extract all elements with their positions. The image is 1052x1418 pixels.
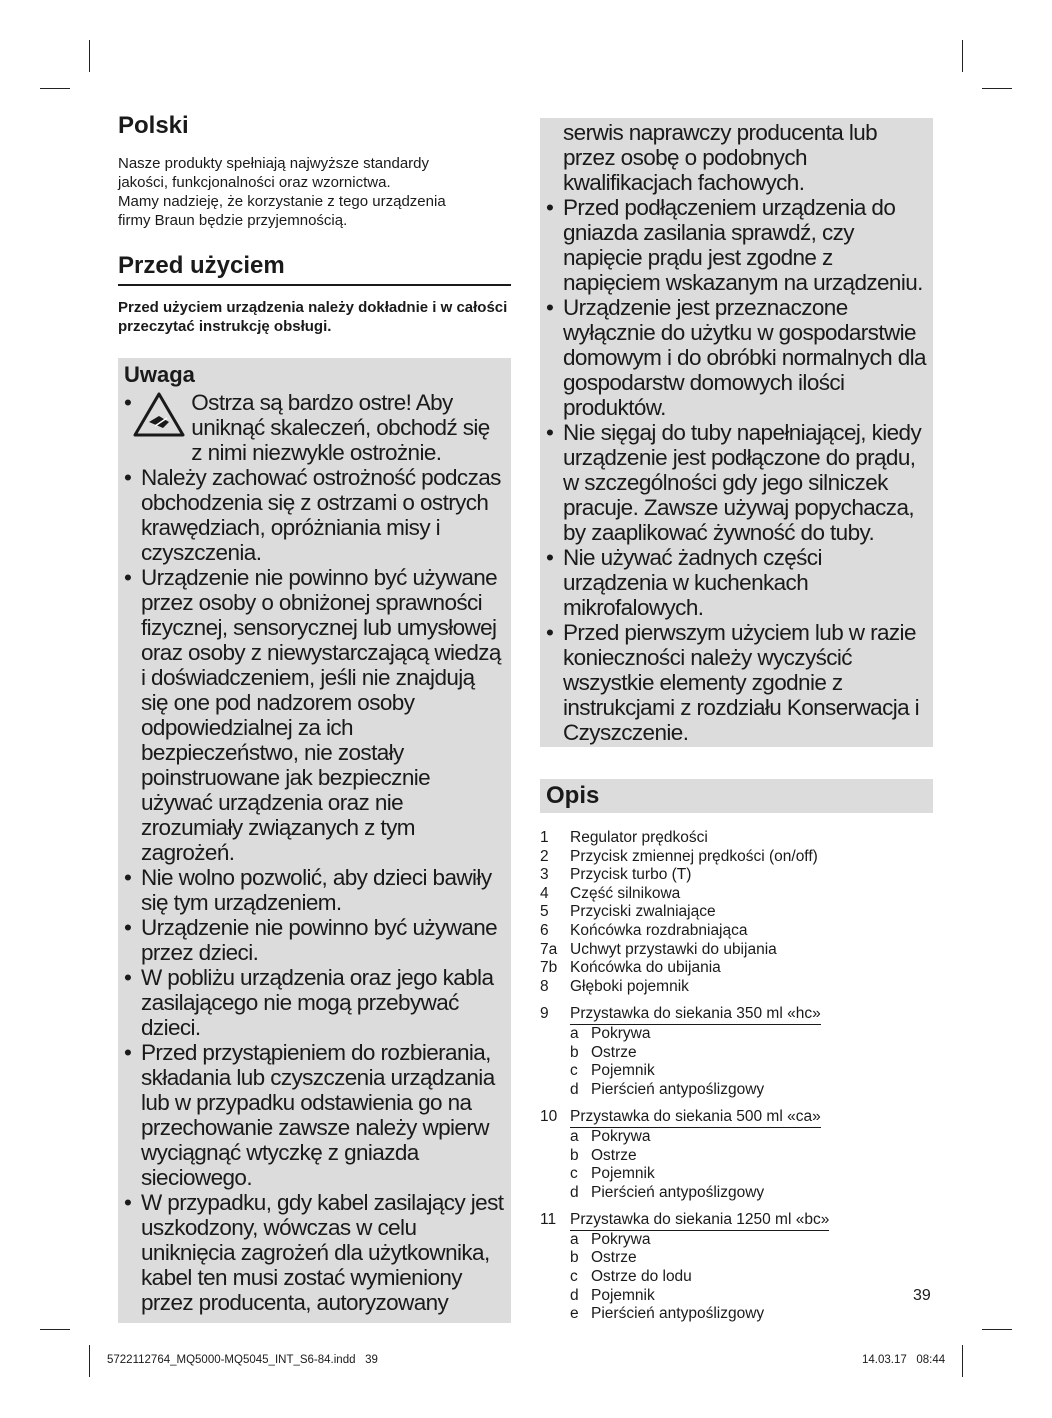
crop-mark — [982, 88, 1012, 89]
crop-mark — [89, 40, 90, 72]
warning-item: • Nie używać żadnych części urządzenia w kuchenkach mikrofalowych. — [546, 545, 822, 620]
warning-item: • Urządzenie jest przeznaczone wyłącznie do użytku w gospodarstwie domowym i do obróbki normalnych dla gospodarstw domowych ilości produktów. — [546, 295, 926, 420]
left-column — [118, 112, 511, 1323]
warning-item-text: Urządzenie nie powinno być używane przez osoby o obniżonej sprawności fizycznej, sensorycznej lub umysłowej oraz osoby z niewystarczającą wiedzą i doświadczeniem, jeśli nie znajdują się one pod nadzorem osoby odpowiedzialnej za ich bezpieczeństwo, nie zostały poinstruowane jak bezpiecznie używać urządzenia oraz nie zrozumiały związanych z tym zagrożeń. — [141, 565, 501, 865]
crop-mark — [962, 1345, 963, 1377]
warning-item: • Przed pierwszym użyciem lub w razie konieczności należy wyczyścić wszystkie elementy zgodnie z instrukcjami z rozdziału Konserwacja i Czyszczenie. — [546, 620, 920, 745]
warning-item: • Przed podłączeniem urządzenia do gniazda zasilania sprawdź, czy napięcie prądu jest zgodne z napięciem wskazanym na urządzeniu. — [546, 195, 923, 295]
section-heading: Przed użyciem — [118, 252, 511, 286]
intro-line: Mamy nadzieję, że korzystanie z tego urządzenia — [118, 193, 446, 210]
sub-part-letter: d — [570, 1080, 579, 1098]
warning-item-text: W przypadku, gdy kabel zasilający jest uszkodzony, wówczas w celu uniknięcia zagrożeń dla użytkownika, kabel ten musi zostać wymieniony przez producenta, autoryzowany — [141, 1190, 504, 1315]
part-label: Końcówka rozdrabniająca — [570, 921, 748, 939]
sub-part-letter: d — [570, 1286, 579, 1304]
warning-item-text: Nie używać żadnych części urządzenia w kuchenkach mikrofalowych. — [563, 545, 822, 620]
sub-part-row — [540, 1081, 933, 1100]
part-row — [540, 978, 933, 997]
sub-part-row — [540, 1062, 933, 1081]
warning-title: Uwaga — [124, 362, 195, 387]
part-group-label: Przystawka do siekania 1250 ml «bc» — [570, 1211, 829, 1231]
part-number: 1 — [540, 829, 549, 846]
intro-text — [118, 154, 511, 230]
warning-item-text: Urządzenie nie powinno być używane przez dzieci. — [141, 915, 498, 965]
part-group-row — [540, 1005, 933, 1025]
warning-item-text: Przed podłączeniem urządzenia do gniazda zasilania sprawdź, czy napięcie prądu jest zgodne z napięciem wskazanym na urządzeniu. — [563, 195, 923, 295]
intro-line: Nasze produkty spełniają najwyższe standardy — [118, 155, 429, 172]
sub-part-letter: c — [570, 1165, 578, 1183]
sub-part-label: Ostrze — [591, 1043, 637, 1061]
sub-part-label: Pierścień antypoślizgowy — [591, 1305, 765, 1323]
warning-item-text: Nie wolno pozwolić, aby dzieci bawiły się tym urządzeniem. — [141, 865, 492, 915]
part-row — [540, 885, 933, 904]
part-number: 6 — [540, 921, 549, 939]
sub-part-label: Ostrze — [591, 1249, 637, 1267]
page-number: 39 — [913, 1287, 931, 1304]
parts-list — [540, 829, 933, 1324]
opis-heading: Opis — [540, 779, 933, 813]
part-label: Uchwyt przystawki do ubijania — [570, 940, 777, 958]
warning-box-continued — [540, 118, 933, 747]
part-number: 10 — [540, 1108, 558, 1126]
sub-part-letter: c — [570, 1268, 578, 1286]
warning-item-text: Przed przystąpieniem do rozbierania, składania lub czyszczenia urządzania lub w przypadku odstawienia go na przechowanie zawsze należy wpierw wyciągnąć wtyczkę z gniazda sieciowego. — [141, 1040, 495, 1190]
part-row — [540, 848, 933, 867]
part-row — [540, 903, 933, 922]
part-row — [540, 959, 933, 978]
warning-item-text: Ostrza są bardzo ostre! Aby uniknąć skaleczeń, obchodź się z nimi niezwykle ostrożnie. — [191, 390, 490, 465]
warning-item: • Należy zachować ostrożność podczas obchodzenia się z ostrzami o ostrych krawędziach, opróżniania misy i czyszczenia. — [124, 465, 501, 565]
sub-part-label: Pojemnik — [591, 1062, 655, 1080]
part-group-label: Przystawka do siekania 500 ml «ca» — [570, 1108, 821, 1128]
part-number: 2 — [540, 847, 549, 865]
sub-part-label: Pokrywa — [591, 1024, 651, 1042]
part-label: Przycisk turbo (T) — [570, 866, 692, 884]
part-number: 3 — [540, 866, 549, 884]
blade-hazard-icon — [133, 392, 185, 438]
crop-mark — [89, 1345, 90, 1377]
sub-part-letter: a — [570, 1127, 579, 1145]
language-heading: Polski — [118, 112, 189, 139]
warning-item-text: Nie sięgaj do tuby napełniającej, kiedy urządzenie jest podłączone do prądu, w szczególności gdy jego silniczek pracuje. Zawsze używaj popychacza, by zaaplikować żywność do tuby. — [563, 420, 922, 545]
warning-item: • Urządzenie nie powinno być używane przez dzieci. — [124, 915, 498, 965]
warning-continued-text: serwis naprawczy producenta lub przez osobę o podobnych kwalifikacjach fachowych. — [563, 120, 878, 195]
warning-item-text: Urządzenie jest przeznaczone wyłącznie do użytku w gospodarstwie domowym i do obróbki normalnych dla gospodarstw domowych ilości produktów. — [563, 295, 926, 420]
sub-part-row — [540, 1025, 933, 1044]
intro-line: jakości, funkcjonalności oraz wzornictwa. — [118, 174, 391, 191]
footer-date: 14.03.17 08:44 — [862, 1354, 946, 1366]
sub-part-label: Pierścień antypoślizgowy — [591, 1183, 765, 1201]
warning-item: • Nie sięgaj do tuby napełniającej, kiedy urządzenie jest podłączone do prądu, w szczególności gdy jego silniczek pracuje. Zawsze używaj popychacza, by zaaplikować żywność do tuby. — [546, 420, 922, 545]
sub-part-label: Pokrywa — [591, 1127, 651, 1145]
part-group-row — [540, 1211, 933, 1231]
part-label: Przycisk zmiennej prędkości (on/off) — [570, 847, 818, 865]
part-number: 7b — [540, 959, 558, 977]
sub-part-label: Pojemnik — [591, 1165, 655, 1183]
footer-file-info: 5722112764_MQ5000-MQ5045_INT_S6-84.indd 39 — [107, 1354, 378, 1366]
part-row — [540, 866, 933, 885]
sub-part-row — [540, 1268, 933, 1287]
warning-list-right — [546, 195, 929, 745]
warning-item-text: Należy zachować ostrożność podczas obchodzenia się z ostrzami o ostrych krawędziach, opróżniania misy i czyszczenia. — [141, 465, 501, 565]
bold-note: Przed użyciem urządzenia należy dokładnie i w całości przeczytać instrukcję obsługi. — [118, 299, 508, 335]
part-number: 8 — [540, 977, 549, 995]
sub-part-letter: b — [570, 1043, 579, 1061]
part-number: 9 — [540, 1005, 549, 1023]
warning-box — [118, 358, 511, 1323]
warning-item: • W pobliżu urządzenia oraz jego kabla zasilającego nie mogą przebywać dzieci. — [124, 965, 494, 1040]
sub-part-row — [540, 1184, 933, 1203]
part-row — [540, 922, 933, 941]
warning-item: • Nie wolno pozwolić, aby dzieci bawiły się tym urządzeniem. — [124, 865, 492, 915]
sub-part-letter: e — [570, 1305, 579, 1323]
part-number: 5 — [540, 903, 549, 921]
sub-part-label: Ostrze — [591, 1146, 637, 1164]
sub-part-letter: a — [570, 1024, 579, 1042]
crop-mark — [40, 1329, 70, 1330]
warning-list — [124, 390, 505, 1315]
sub-part-row — [540, 1305, 933, 1324]
warning-item: • W przypadku, gdy kabel zasilający jest uszkodzony, wówczas w celu uniknięcia zagrożeń dla użytkownika, kabel ten musi zostać wymieniony przez producenta, autoryzowany — [124, 1190, 504, 1315]
sub-part-letter: c — [570, 1062, 578, 1080]
crop-mark — [40, 88, 70, 89]
sub-part-label: Pojemnik — [591, 1286, 655, 1304]
sub-part-row — [540, 1044, 933, 1063]
part-group-label: Przystawka do siekania 350 ml «hc» — [570, 1005, 821, 1025]
warning-item-text: W pobliżu urządzenia oraz jego kabla zasilającego nie mogą przebywać dzieci. — [141, 965, 494, 1040]
crop-mark — [982, 1329, 1012, 1330]
warning-item-text: Przed pierwszym użyciem lub w razie konieczności należy wyczyścić wszystkie elementy zgodnie z instrukcjami z rozdziału Konserwacja i Czyszczenie. — [563, 620, 920, 745]
part-number: 7a — [540, 940, 558, 958]
sub-part-letter: b — [570, 1249, 579, 1267]
part-group-row — [540, 1108, 933, 1128]
part-label: Przyciski zwalniające — [570, 903, 716, 921]
warning-item: • Ostrza są bardzo ostre! Aby uniknąć skaleczeń, obchodź się z nimi niezwykle ostrożnie. — [124, 390, 505, 465]
sub-part-row — [540, 1147, 933, 1166]
part-label: Część silnikowa — [570, 884, 681, 902]
sub-part-label: Pierścień antypoślizgowy — [591, 1080, 765, 1098]
sub-part-row — [540, 1128, 933, 1147]
part-label: Regulator prędkości — [570, 829, 708, 846]
part-row — [540, 941, 933, 960]
sub-part-label: Pokrywa — [591, 1230, 651, 1248]
intro-line: firmy Braun będzie przyjemnością. — [118, 212, 348, 229]
part-number: 4 — [540, 884, 549, 902]
crop-mark — [962, 40, 963, 72]
warning-item: • Urządzenie nie powinno być używane przez osoby o obniżonej sprawności fizycznej, sensorycznej lub umysłowej oraz osoby z niewystarczającą wiedzą i doświadczeniem, jeśli nie znajdują się one pod nadzorem osoby odpowiedzialnej za ich bezpieczeństwo, nie zostały poinstruowane jak bezpiecznie używać urządzenia oraz nie zrozumiały związanych z tym zagrożeń. — [124, 565, 501, 865]
sub-part-row — [540, 1231, 933, 1250]
part-row — [540, 829, 933, 848]
sub-part-letter: b — [570, 1146, 579, 1164]
sub-part-row — [540, 1165, 933, 1184]
right-column — [540, 118, 933, 1324]
warning-item: • Przed przystąpieniem do rozbierania, składania lub czyszczenia urządzania lub w przypadku odstawienia go na przechowanie zawsze należy wpierw wyciągnąć wtyczkę z gniazda sieciowego. — [124, 1040, 495, 1190]
part-label: Głęboki pojemnik — [570, 977, 689, 995]
part-number: 11 — [540, 1211, 557, 1229]
sub-part-letter: d — [570, 1183, 579, 1201]
sub-part-row — [540, 1249, 933, 1268]
sub-part-row — [540, 1287, 933, 1306]
part-label: Końcówka do ubijania — [570, 959, 721, 977]
sub-part-label: Ostrze do lodu — [591, 1268, 692, 1286]
sub-part-letter: a — [570, 1230, 579, 1248]
